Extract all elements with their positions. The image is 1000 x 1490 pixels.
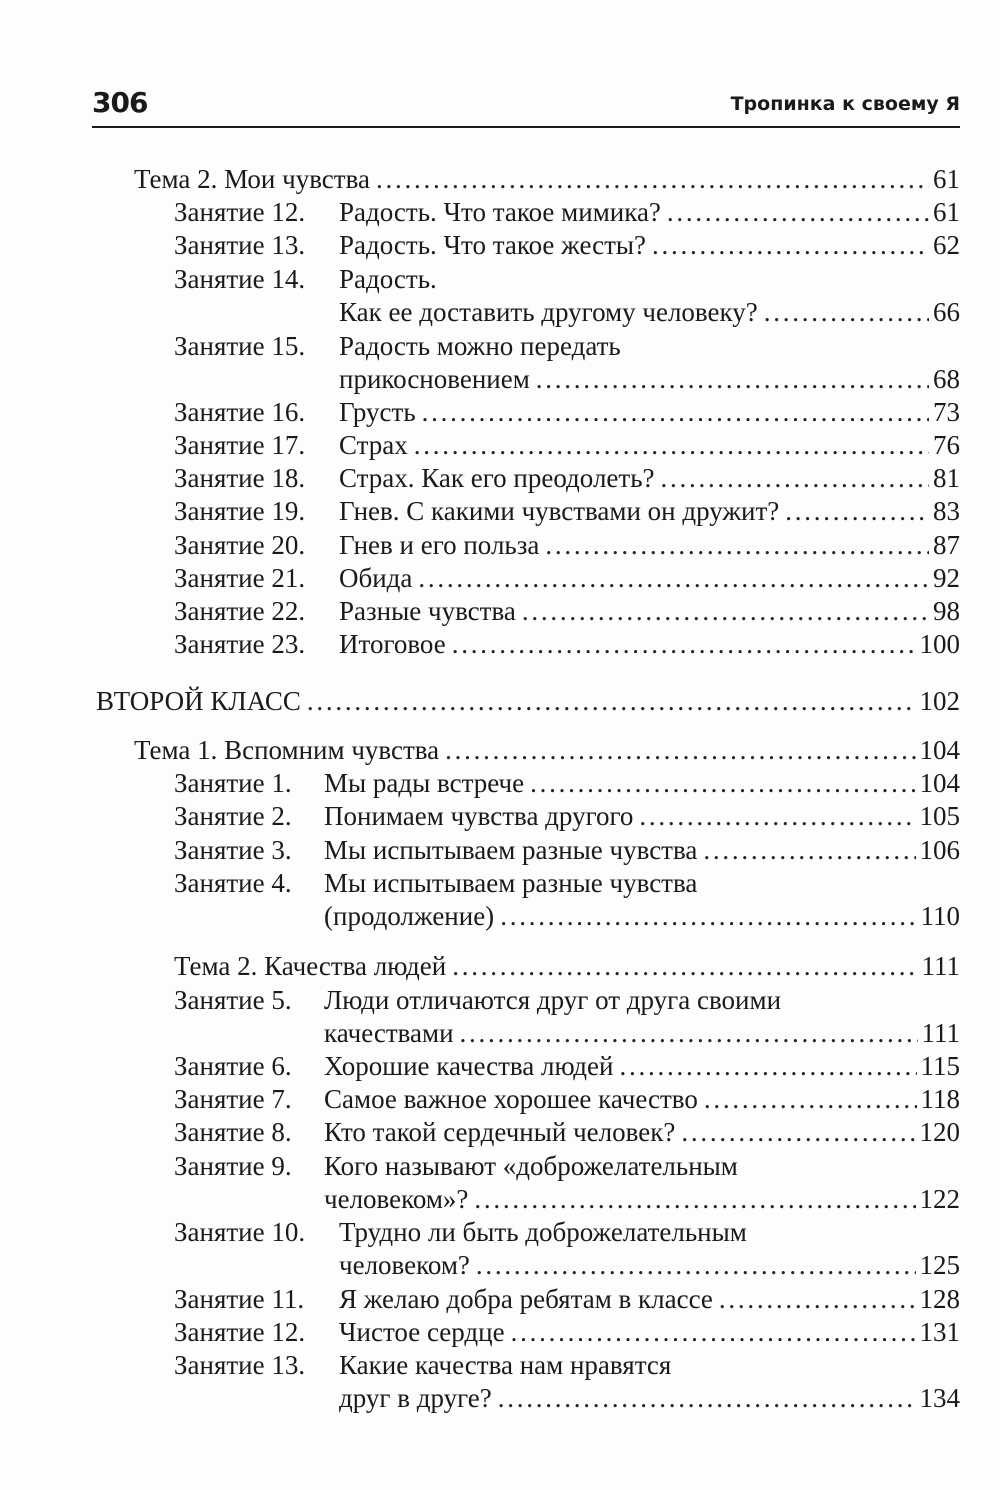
toc-leader-dots xyxy=(452,950,917,983)
toc-entry-title: Люди отличаются друг от друга своими xyxy=(324,985,782,1015)
toc-lesson[interactable] xyxy=(174,628,960,661)
toc-entry-title: Радость. Что такое жесты? xyxy=(339,230,647,260)
toc-page-number: 61 xyxy=(933,164,960,194)
toc-leader-dots xyxy=(307,685,916,718)
toc-lesson-label: Занятие 14. xyxy=(174,264,306,294)
toc-page-number: 81 xyxy=(933,463,960,493)
toc-entry-title: Я желаю добра ребятам в классе xyxy=(339,1284,713,1314)
toc-lesson-label: Занятие 18. xyxy=(174,463,306,493)
toc-leader-dots xyxy=(661,462,930,495)
toc-entry-title: Страх xyxy=(339,430,408,460)
toc-page-number: 104 xyxy=(919,735,960,765)
toc-lesson[interactable] xyxy=(174,229,960,262)
toc-leader-dots xyxy=(785,495,929,528)
toc-entry-title: Понимаем чувства другого xyxy=(324,801,634,831)
toc-leader-dots xyxy=(619,1050,916,1083)
toc-leader-dots xyxy=(530,767,915,800)
toc-lesson-label: Занятие 13. xyxy=(174,230,306,260)
toc-page-number: 62 xyxy=(933,230,960,260)
toc-topic-my-feelings[interactable] xyxy=(134,163,960,196)
toc-leader-dots xyxy=(460,1017,918,1050)
toc-lesson[interactable] xyxy=(174,1083,960,1116)
toc-leader-dots xyxy=(498,1382,916,1415)
toc-page-number: 92 xyxy=(933,563,960,593)
toc-lesson-label: Занятие 9. xyxy=(174,1151,292,1181)
toc-lesson[interactable] xyxy=(174,984,960,1050)
toc-leader-dots xyxy=(545,529,929,562)
toc-lesson[interactable] xyxy=(174,767,960,800)
toc-entry-title-continued: Как ее доставить другому человеку? xyxy=(339,297,758,327)
toc-lesson-label: Занятие 17. xyxy=(174,430,306,460)
toc-lesson[interactable] xyxy=(174,562,960,595)
toc-lesson-label: Занятие 10. xyxy=(174,1217,306,1247)
toc-entry-title: Радость. Что такое мимика? xyxy=(339,197,661,227)
toc-entry-title: Гнев. С какими чувствами он дружит? xyxy=(339,496,780,526)
toc-leader-dots xyxy=(681,1116,915,1149)
toc-page-number: 102 xyxy=(919,686,960,716)
toc-leader-dots xyxy=(422,396,929,429)
toc-page-number: 115 xyxy=(920,1051,960,1081)
toc-lesson-label: Занятие 4. xyxy=(174,868,292,898)
toc-leader-dots xyxy=(500,900,916,933)
toc-page-number: 106 xyxy=(919,835,960,865)
toc-lesson[interactable] xyxy=(174,1150,960,1216)
toc-entry-title: Итоговое xyxy=(339,629,446,659)
toc-leader-dots xyxy=(667,196,929,229)
toc-lesson-label: Занятие 22. xyxy=(174,596,306,626)
toc-lesson-label: Занятие 11. xyxy=(174,1284,305,1314)
toc-entry-title: Трудно ли быть доброжелательным xyxy=(339,1217,747,1247)
toc-lesson-label: Занятие 2. xyxy=(174,801,292,831)
toc-lesson-label: Занятие 6. xyxy=(174,1051,292,1081)
toc-leader-dots xyxy=(704,1083,917,1116)
toc-entry-title-continued: человеком»? xyxy=(324,1184,469,1214)
toc-lesson[interactable] xyxy=(174,196,960,229)
toc-lesson-label: Занятие 19. xyxy=(174,496,306,526)
toc-entry-title: Тема 2. Качества людей xyxy=(174,951,447,981)
toc-entry-title: Гнев и его польза xyxy=(339,530,540,560)
toc-entry-title: Тема 1. Вспомним чувства xyxy=(134,735,440,765)
toc-lesson-label: Занятие 8. xyxy=(174,1117,292,1147)
toc-page-number: 120 xyxy=(919,1117,960,1147)
toc-page-number: 105 xyxy=(919,801,960,831)
toc-entry-title-continued: (продолжение) xyxy=(324,901,495,931)
toc-page-number: 134 xyxy=(919,1383,960,1413)
toc-page-number: 98 xyxy=(933,596,960,626)
toc-lesson[interactable] xyxy=(174,263,960,329)
toc-entry-title: Страх. Как его преодолеть? xyxy=(339,463,655,493)
toc-entry-title-continued: друг в друге? xyxy=(339,1383,492,1413)
toc-leader-dots xyxy=(376,163,929,196)
toc-leader-dots xyxy=(474,1183,915,1216)
toc-lesson[interactable] xyxy=(174,800,960,833)
toc-topic-qualities[interactable] xyxy=(174,950,960,983)
toc-leader-dots xyxy=(522,595,929,628)
toc-leader-dots xyxy=(719,1283,916,1316)
toc-page-number: 100 xyxy=(919,629,960,659)
toc-page-number: 128 xyxy=(919,1284,960,1314)
toc-lesson-label: Занятие 3. xyxy=(174,835,292,865)
toc-page-number: 61 xyxy=(933,197,960,227)
toc-leader-dots xyxy=(639,800,915,833)
toc-page-number: 66 xyxy=(933,297,960,327)
toc-entry-title: Хорошие качества людей xyxy=(324,1051,614,1081)
toc-entry-title: Самое важное хорошее качество xyxy=(324,1084,698,1114)
toc-lesson-label: Занятие 1. xyxy=(174,768,292,798)
toc-lesson[interactable] xyxy=(174,429,960,462)
toc-entry-title: Кого называют «доброжелательным xyxy=(324,1151,738,1181)
toc-lesson[interactable] xyxy=(174,595,960,628)
toc-leader-dots xyxy=(536,363,929,396)
toc-leader-dots xyxy=(652,229,929,262)
toc-section-second-grade[interactable] xyxy=(96,685,960,718)
toc-leader-dots xyxy=(418,562,929,595)
toc-page-number: 76 xyxy=(933,430,960,460)
toc-lesson-label: Занятие 5. xyxy=(174,985,292,1015)
toc-lesson[interactable] xyxy=(174,396,960,429)
toc-entry-title: Мы испытываем разные чувства xyxy=(324,868,698,898)
toc-lesson[interactable] xyxy=(174,1283,960,1316)
toc-lesson-label: Занятие 13. xyxy=(174,1350,306,1380)
running-title: Тропинка к своему Я xyxy=(730,93,960,115)
toc-entry-title: Радость можно передать xyxy=(339,331,621,361)
toc-leader-dots xyxy=(445,734,915,767)
toc-page-number: 125 xyxy=(919,1250,960,1280)
page-number: 306 xyxy=(92,86,148,119)
toc-entry-title: Кто такой сердечный человек? xyxy=(324,1117,676,1147)
toc-lesson-label: Занятие 20. xyxy=(174,530,306,560)
toc-lesson[interactable] xyxy=(174,495,960,528)
toc-page-number: 111 xyxy=(921,1018,960,1048)
toc-lesson[interactable] xyxy=(174,1116,960,1149)
toc-entry-title: Мы испытываем разные чувства xyxy=(324,835,698,865)
toc-lesson-label: Занятие 15. xyxy=(174,331,306,361)
toc-entry-title: Мы рады встрече xyxy=(324,768,525,798)
toc-lesson-label: Занятие 16. xyxy=(174,397,306,427)
toc-lesson[interactable] xyxy=(174,330,960,396)
toc-lesson[interactable] xyxy=(174,1349,960,1415)
toc-lesson-label: Занятие 23. xyxy=(174,629,306,659)
toc-lesson-label: Занятие 7. xyxy=(174,1084,292,1114)
toc-leader-dots xyxy=(414,429,929,462)
toc-entry-title-continued: прикосновением xyxy=(339,364,530,394)
toc-entry-title-continued: человеком? xyxy=(339,1250,470,1280)
toc-lesson[interactable] xyxy=(174,462,960,495)
toc-entry-title: Радость. xyxy=(339,264,437,294)
toc-lesson[interactable] xyxy=(174,1050,960,1083)
toc-page-number: 104 xyxy=(919,768,960,798)
toc-page-number: 118 xyxy=(920,1084,960,1114)
toc-leader-dots xyxy=(476,1249,916,1282)
toc-lesson[interactable] xyxy=(174,834,960,867)
toc-page-number: 111 xyxy=(921,951,960,981)
toc-entry-title: Какие качества нам нравятся xyxy=(339,1350,672,1380)
toc-page-number: 122 xyxy=(919,1184,960,1214)
toc-entry-title: Грусть xyxy=(339,397,416,427)
toc-lesson[interactable] xyxy=(174,867,960,933)
toc-page-number: 131 xyxy=(919,1317,960,1347)
toc-lesson-label: Занятие 12. xyxy=(174,197,306,227)
toc-leader-dots xyxy=(764,296,929,329)
toc-lesson-label: Занятие 21. xyxy=(174,563,306,593)
toc-page-number: 68 xyxy=(933,364,960,394)
toc-entry-title-continued: качествами xyxy=(324,1018,454,1048)
toc-entry-title: Разные чувства xyxy=(339,596,516,626)
toc-entry-title: Чистое сердце xyxy=(339,1317,505,1347)
toc-entry-title: Обида xyxy=(339,563,413,593)
toc-leader-dots xyxy=(452,628,916,661)
toc-leader-dots xyxy=(511,1316,916,1349)
toc-lesson[interactable] xyxy=(174,529,960,562)
toc-section-title: ВТОРОЙ КЛАСС xyxy=(96,686,301,716)
toc-page-number: 110 xyxy=(920,901,960,931)
toc-leader-dots xyxy=(703,834,915,867)
toc-entry-title: Тема 2. Мои чувства xyxy=(134,164,370,194)
toc-lesson[interactable] xyxy=(174,1216,960,1282)
toc-topic-remember-feelings[interactable] xyxy=(134,734,960,767)
toc-lesson-label: Занятие 12. xyxy=(174,1317,306,1347)
toc-page-number: 83 xyxy=(933,496,960,526)
toc-page-number: 73 xyxy=(933,397,960,427)
toc-page-number: 87 xyxy=(933,530,960,560)
toc-lesson[interactable] xyxy=(174,1316,960,1349)
